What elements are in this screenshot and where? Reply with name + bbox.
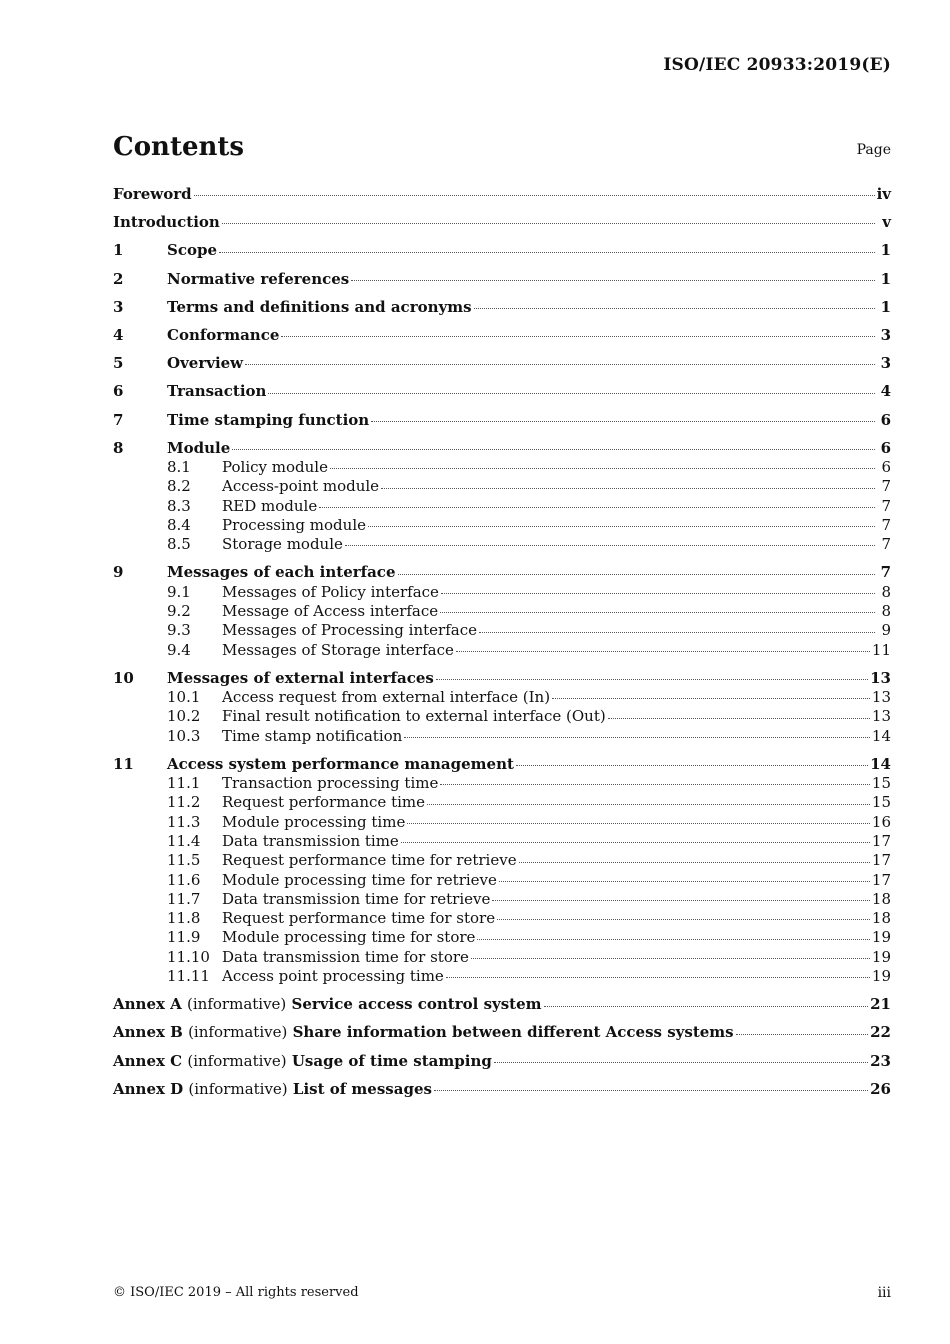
toc-page-number: 19 [871,928,891,947]
toc-section-number: 4 [113,325,124,344]
dot-leader [232,448,875,450]
toc-page-number: 6 [880,438,891,457]
annex-label: Annex A [113,995,182,1014]
dot-leader [440,783,870,785]
toc-page-number: 4 [880,382,891,401]
dot-leader [194,194,875,196]
toc-section-number: 11.4 [167,832,201,850]
toc-page-number: iv [876,185,891,203]
toc-page-number: v [882,213,891,232]
toc-entry[interactable] [113,185,891,204]
annex-note: (informative) [187,995,287,1014]
toc-title: Request performance time for retrieve [222,851,517,870]
toc-page-number: 6 [880,410,891,429]
dot-leader [552,697,870,699]
toc-page-number: 13 [871,688,891,707]
toc-section-number: 11.6 [167,870,201,889]
toc-section-number: 5 [113,354,124,373]
dot-leader [544,1005,869,1007]
annex-label: Annex C [113,1051,183,1070]
dot-leader [434,1089,868,1091]
toc-entry[interactable] [113,995,891,1014]
toc-entry[interactable] [113,241,891,260]
toc-page-number: 22 [870,1023,891,1042]
toc-entry[interactable] [113,563,891,582]
toc-section-number: 9 [113,563,124,582]
toc-page-number: 17 [871,851,891,870]
toc-subentry[interactable] [113,890,891,909]
annex-title: Usage of time stamping [291,1051,492,1070]
toc-section-number: 10.1 [167,688,201,707]
toc-title: Time stamp notification [222,726,403,745]
toc-entry[interactable] [113,326,891,345]
toc-title: Transaction [167,382,267,401]
toc-page-number: 21 [870,995,891,1014]
dot-leader [281,335,875,337]
toc-title: Request performance time [222,793,426,812]
dot-leader [736,1033,869,1035]
toc-entry[interactable] [113,439,891,458]
toc-page-number: 1 [880,269,891,288]
dot-leader [330,467,875,469]
toc-page-number: 6 [881,457,891,476]
toc-section-number: 10.2 [167,707,201,726]
annex-note: (informative) [188,1079,288,1098]
dot-leader [492,899,870,901]
toc-title: Introduction [113,213,220,232]
toc-title: Data transmission time [222,832,399,850]
toc-page-number: 8 [881,582,891,601]
toc-section-number: 8.3 [167,496,191,515]
toc-subentry[interactable] [113,967,891,986]
dot-leader [456,650,870,652]
toc-subentry[interactable] [113,851,891,870]
toc-section-number: 9.2 [167,601,191,620]
dot-leader [519,861,870,863]
toc-subentry[interactable] [113,707,891,726]
toc-title [113,1080,432,1099]
annex-title: List of messages [292,1079,432,1098]
toc-title: Processing module [222,515,366,534]
toc-subentry[interactable] [113,871,891,890]
toc-entry[interactable] [113,298,891,317]
toc-section-number: 11.8 [167,909,201,928]
dot-leader [479,631,875,633]
toc-page-number: 7 [881,535,891,554]
toc-title: Time stamping function [167,410,370,429]
toc-title: Data transmission time for store [222,947,469,966]
toc-title: Module processing time for retrieve [222,870,497,889]
annex-title: Share information between different Access systems [292,1023,734,1042]
annex-note: (informative) [188,1023,288,1042]
contents-header [113,132,891,164]
toc-section-number: 8.1 [167,457,191,476]
toc-subentry[interactable] [113,928,891,947]
toc-title [113,1023,734,1042]
toc-title: Message of Access interface [222,601,439,620]
toc-section-number: 10.3 [167,726,201,745]
toc-title: Messages of Processing interface [222,621,477,640]
toc-title: Conformance [167,325,280,344]
toc-title: Messages of external interfaces [167,668,434,687]
dot-leader [222,222,875,224]
toc-title: Access point processing time [222,967,444,986]
footer-page-number: iii [877,1285,891,1301]
dot-leader [404,736,870,738]
dot-leader [436,678,868,680]
toc-entry[interactable] [113,382,891,401]
toc-section-number: 8.5 [167,535,191,554]
dot-leader [477,938,869,940]
dot-leader [499,880,870,882]
toc-entry[interactable] [113,411,891,430]
toc-subentry[interactable] [113,832,891,851]
toc-page-number: 19 [871,967,891,986]
toc-title: Final result notification to external interface (Out) [222,707,606,726]
toc-subentry[interactable] [113,774,891,793]
toc-title: Transaction processing time [222,774,439,793]
toc-title: Terms and definitions and acronyms [167,297,472,316]
toc-subentry[interactable] [113,583,891,602]
toc-section-number: 8.4 [167,515,191,534]
toc-title: Messages of Storage interface [222,640,454,659]
toc-section-number: 2 [113,269,124,288]
dot-leader [345,544,875,546]
toc-subentry[interactable] [113,621,891,640]
toc-page-number: 15 [871,793,891,812]
toc-page-number: 9 [881,621,891,640]
toc-subentry[interactable] [113,497,891,516]
toc-title: Access-point module [222,477,380,496]
toc-page-number: 3 [880,354,891,373]
toc-subentry[interactable] [113,813,891,832]
toc-subentry[interactable] [113,641,891,660]
toc-section-number: 9.1 [167,582,191,601]
toc-subentry[interactable] [113,458,891,477]
toc-page-number: 15 [871,774,891,793]
toc-subentry[interactable] [113,793,891,812]
toc-page-number: 13 [871,707,891,726]
toc-section-number: 8 [113,438,124,457]
toc-page-number: 7 [881,515,891,534]
toc-section-number: 3 [113,297,124,316]
dot-leader [440,611,875,613]
toc-title: Module [167,438,231,457]
toc-section-number: 9.3 [167,621,191,640]
dot-leader [441,592,875,594]
dot-leader [471,957,870,959]
page-title: Contents [113,132,245,162]
toc-section-number: 11.11 [167,967,210,986]
toc-section-number: 1 [113,241,124,260]
toc-section-number: 6 [113,382,124,401]
toc-entry[interactable] [113,1080,891,1099]
dot-leader [319,506,875,508]
toc-title: Foreword [113,185,192,203]
toc-page-number: 18 [871,909,891,928]
toc-title: Storage module [222,535,343,554]
toc-page-number: 14 [870,754,891,773]
dot-leader [516,764,868,766]
page-column-label: Page [856,142,891,158]
annex-title: Service access control system [291,995,542,1014]
toc-section-number: 11.5 [167,851,201,870]
toc-page-number: 7 [880,563,891,582]
toc-section-number: 11.9 [167,928,201,947]
dot-leader [219,251,875,253]
toc-section-number: 11.3 [167,812,201,831]
dot-leader [497,918,870,920]
toc-page-number: 7 [881,496,891,515]
dot-leader [474,307,875,309]
dot-leader [608,717,870,719]
toc-section-number: 11.7 [167,889,201,908]
toc-section-number: 11.2 [167,793,201,812]
toc-page-number: 18 [871,889,891,908]
document-id: ISO/IEC 20933:2019(E) [663,55,891,75]
dot-leader [398,573,876,575]
toc-title: Access request from external interface (In) [222,688,551,707]
toc-title: Messages of each interface [167,563,396,582]
toc-subentry[interactable] [113,909,891,928]
table-of-contents [113,185,891,1099]
toc-page-number: 16 [871,812,891,831]
toc-section-number: 11 [113,754,134,773]
toc-section-number: 10 [113,668,134,687]
toc-entry[interactable] [113,1052,891,1071]
dot-leader [494,1061,868,1063]
toc-subentry[interactable] [113,602,891,621]
toc-page-number: 17 [871,870,891,889]
toc-page-number: 1 [880,297,891,316]
toc-page-number: 3 [880,325,891,344]
toc-title: Request performance time for store [222,909,496,928]
toc-subentry[interactable] [113,516,891,535]
toc-subentry[interactable] [113,477,891,496]
toc-page-number: 13 [870,668,891,687]
toc-section-number: 7 [113,410,124,429]
dot-leader [351,279,875,281]
toc-title: Data transmission time for retrieve [222,889,491,908]
toc-title: Overview [167,354,244,373]
toc-entry[interactable] [113,1023,891,1042]
annex-note: (informative) [187,1051,287,1070]
dot-leader [427,803,870,805]
toc-section-number: 11.1 [167,774,201,793]
footer-copyright: © ISO/IEC 2019 – All rights reserved [113,1285,359,1300]
toc-page-number: 8 [881,601,891,620]
dot-leader [368,525,875,527]
toc-title: Access system performance management [167,754,514,773]
annex-label: Annex B [113,1023,183,1042]
toc-page-number: 19 [871,947,891,966]
toc-section-number: 8.2 [167,477,191,496]
toc-entry[interactable] [113,669,891,688]
toc-page-number: 26 [870,1079,891,1098]
toc-page-number: 14 [871,726,891,745]
toc-entry[interactable] [113,213,891,232]
toc-title [113,1052,492,1071]
toc-subentry[interactable] [113,688,891,707]
dot-leader [381,487,875,489]
toc-entry[interactable] [113,755,891,774]
toc-subentry[interactable] [113,727,891,746]
toc-page-number: 7 [881,477,891,496]
toc-title: Module processing time for store [222,928,476,947]
toc-section-number: 11.10 [167,947,210,966]
toc-entry[interactable] [113,270,891,289]
dot-leader [401,841,870,843]
toc-subentry[interactable] [113,535,891,554]
dot-leader [268,392,875,394]
toc-page-number: 11 [871,640,891,659]
toc-title: Scope [167,241,218,260]
toc-page-number: 17 [871,832,891,850]
toc-page-number: 23 [870,1051,891,1070]
dot-leader [245,363,875,365]
toc-title: RED module [222,496,318,515]
toc-title: Normative references [167,269,350,288]
toc-subentry[interactable] [113,948,891,967]
dot-leader [371,420,875,422]
toc-title [113,995,542,1014]
toc-section-number: 9.4 [167,640,191,659]
toc-title: Module processing time [222,812,406,831]
dot-leader [446,976,870,978]
toc-entry[interactable] [113,354,891,373]
annex-label: Annex D [113,1079,184,1098]
toc-title: Policy module [222,457,328,476]
toc-page-number: 1 [880,241,891,260]
toc-title: Messages of Policy interface [222,582,439,601]
dot-leader [407,822,870,824]
